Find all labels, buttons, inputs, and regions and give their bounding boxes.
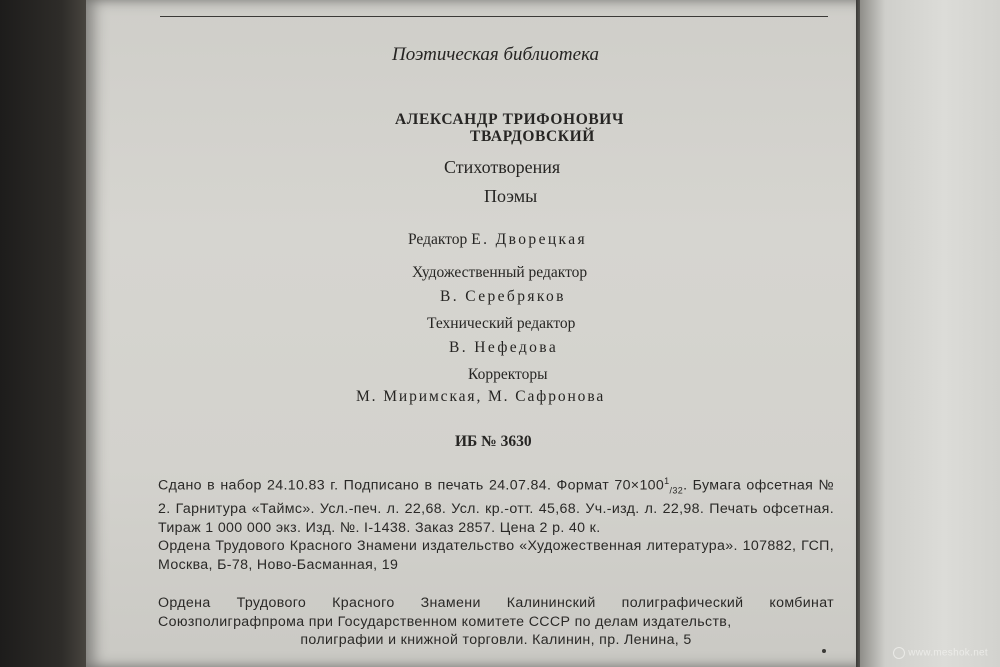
printer-last-line: полиграфии и книжной торговли. Калинин, пр. Ленина, 5	[300, 632, 692, 649]
imprint-paragraph-1	[158, 472, 834, 537]
watermark-logo-icon	[893, 647, 905, 659]
imprint-text-a: Сдано в набор 24.10.83 г. Подписано в печать 24.07.84. Формат 70×100	[158, 477, 665, 494]
printer-body: Ордена Трудового Красного Знамени Калининский полиграфический комбинат Союзполиграфпрома при Государственном комитете СССР по делам издательств,	[158, 595, 834, 630]
ink-dot	[822, 649, 826, 653]
top-rule-line	[160, 16, 828, 17]
editor-label: Редактор	[408, 231, 468, 248]
watermark	[893, 647, 988, 659]
title-long-poems: Поэмы	[484, 186, 538, 206]
imprint-text-b: . Бумага офсетная № 2. Гарнитура «Таймс». Усл.-печ. л. 22,68. Усл. кр.-отт. 45,68. Уч.-изд. л. 22,98. Печать офсетная. Тираж 1 000 000 экз. Изд. №. I-1438. Заказ 2857. Цена 2 р. 40 к.	[158, 477, 834, 536]
dark-background-left	[0, 0, 88, 667]
art-editor-name: В. Серебряков	[440, 288, 566, 305]
watermark-text: www.meshok.net	[908, 647, 988, 659]
adjacent-page	[860, 0, 1000, 667]
editor-name: Е. Дворецкая	[471, 231, 588, 248]
imprint-technical-data	[158, 472, 834, 575]
editor-credit	[408, 231, 587, 249]
title-poems: Стихотворения	[444, 157, 561, 177]
proofreaders-names: М. Миримская, М. Сафронова	[356, 388, 606, 405]
proofreaders-label: Корректоры	[468, 366, 548, 383]
publisher-number: ИБ № 3630	[455, 433, 532, 450]
tech-editor-label: Технический редактор	[427, 315, 576, 332]
format-subscript: /32	[669, 485, 684, 496]
format-superscript: 1	[664, 476, 670, 486]
series-title: Поэтическая библиотека	[392, 44, 599, 65]
tech-editor-name: В. Нефедова	[449, 339, 559, 356]
imprint-publisher: Ордена Трудового Красного Знамени издательство «Художественная литература». 107882, ГСП, Москва, Б-78, Ново-Басманная, 19	[158, 538, 834, 573]
author-surname: ТВАРДОВСКИЙ	[470, 128, 595, 145]
imprint-printer	[158, 594, 834, 650]
author-first-line: АЛЕКСАНДР ТРИФОНОВИЧ	[395, 111, 624, 128]
art-editor-label: Художественный редактор	[412, 264, 588, 281]
